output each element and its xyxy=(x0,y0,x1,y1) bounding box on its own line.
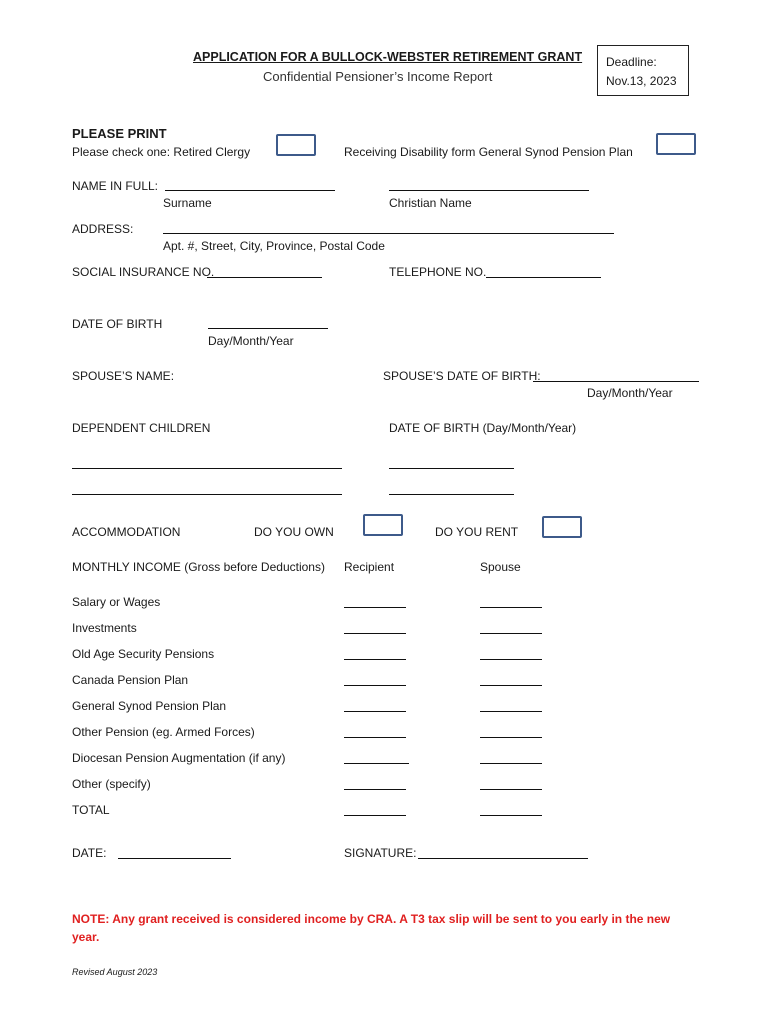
sin-field[interactable] xyxy=(207,277,322,278)
signature-label: SIGNATURE: xyxy=(344,846,417,860)
surname-hint: Surname xyxy=(163,196,212,210)
recipient-amount-field[interactable] xyxy=(344,711,406,712)
check-one-label: Please check one: Retired Clergy xyxy=(72,145,251,159)
own-checkbox[interactable] xyxy=(363,514,403,536)
income-row-label: Diocesan Pension Augmentation (if any) xyxy=(72,751,286,765)
disability-label: Receiving Disability form General Synod Pension Plan xyxy=(344,145,633,159)
surname-field[interactable] xyxy=(165,190,335,191)
date-label: DATE: xyxy=(72,846,107,860)
date-field[interactable] xyxy=(118,858,231,859)
deadline-box xyxy=(597,45,689,96)
revised-date: Revised August 2023 xyxy=(72,967,158,977)
income-row-label: General Synod Pension Plan xyxy=(72,699,227,713)
recipient-amount-field[interactable] xyxy=(344,763,409,764)
recipient-column-header: Recipient xyxy=(344,560,395,574)
income-row-label: Other Pension (eg. Armed Forces) xyxy=(72,725,255,739)
own-label: DO YOU OWN xyxy=(254,525,334,539)
income-row-label: TOTAL xyxy=(72,803,110,817)
telephone-label: TELEPHONE NO. xyxy=(389,265,487,279)
please-print-heading: PLEASE PRINT xyxy=(72,126,167,141)
child-name-field[interactable] xyxy=(72,468,342,469)
christian-name-field[interactable] xyxy=(389,190,589,191)
child-dob-field[interactable] xyxy=(389,468,514,469)
telephone-field[interactable] xyxy=(486,277,601,278)
disability-checkbox[interactable] xyxy=(656,133,696,155)
address-hint: Apt. #, Street, City, Province, Postal Code xyxy=(163,239,385,253)
recipient-amount-field[interactable] xyxy=(344,633,406,634)
dob-field[interactable] xyxy=(208,328,328,329)
form-subtitle: Confidential Pensioner’s Income Report xyxy=(263,69,493,84)
deadline-label: Deadline: xyxy=(606,55,657,69)
spouse-amount-field[interactable] xyxy=(480,685,542,686)
income-row-label: Canada Pension Plan xyxy=(72,673,189,687)
children-dob-label: DATE OF BIRTH (Day/Month/Year) xyxy=(389,421,577,435)
spouse-amount-field[interactable] xyxy=(480,659,542,660)
dob-hint: Day/Month/Year xyxy=(208,334,294,348)
address-label: ADDRESS: xyxy=(72,222,134,236)
dob-label: DATE OF BIRTH xyxy=(72,317,163,331)
spouse-amount-field[interactable] xyxy=(480,789,542,790)
dependent-children-label: DEPENDENT CHILDREN xyxy=(72,421,211,435)
spouse-amount-field[interactable] xyxy=(480,633,542,634)
cra-note: NOTE: Any grant received is considered income by CRA. A T3 tax slip will be sent to you early in the new year. xyxy=(72,912,671,944)
income-row-label: Salary or Wages xyxy=(72,595,161,609)
income-row-label: Old Age Security Pensions xyxy=(72,647,215,661)
recipient-amount-field[interactable] xyxy=(344,815,406,816)
retired-clergy-checkbox[interactable] xyxy=(276,134,316,156)
recipient-amount-field[interactable] xyxy=(344,607,406,608)
name-label: NAME IN FULL: xyxy=(72,179,159,193)
spouse-name-label: SPOUSE’S NAME: xyxy=(72,369,175,383)
spouse-amount-field[interactable] xyxy=(480,607,542,608)
rent-checkbox[interactable] xyxy=(542,516,582,538)
accommodation-label: ACCOMMODATION xyxy=(72,525,181,539)
spouse-dob-label: SPOUSE’S DATE OF BIRTH: xyxy=(383,369,541,383)
signature-field[interactable] xyxy=(418,858,588,859)
income-row-label: Other (specify) xyxy=(72,777,151,791)
child-dob-field[interactable] xyxy=(389,494,514,495)
christian-name-hint: Christian Name xyxy=(389,196,472,210)
recipient-amount-field[interactable] xyxy=(344,789,406,790)
income-heading: MONTHLY INCOME (Gross before Deductions) xyxy=(72,560,325,574)
sin-label: SOCIAL INSURANCE NO. xyxy=(72,265,215,279)
recipient-amount-field[interactable] xyxy=(344,659,406,660)
spouse-dob-field[interactable] xyxy=(533,381,699,382)
spouse-amount-field[interactable] xyxy=(480,737,542,738)
rent-label: DO YOU RENT xyxy=(435,525,519,539)
child-name-field[interactable] xyxy=(72,494,342,495)
spouse-dob-hint: Day/Month/Year xyxy=(587,386,673,400)
spouse-amount-field[interactable] xyxy=(480,711,542,712)
income-row-label: Investments xyxy=(72,621,137,635)
form-title: APPLICATION FOR A BULLOCK-WEBSTER RETIREMENT GRANT xyxy=(193,50,583,64)
spouse-amount-field[interactable] xyxy=(480,763,542,764)
address-field[interactable] xyxy=(163,233,614,234)
spouse-amount-field[interactable] xyxy=(480,815,542,816)
recipient-amount-field[interactable] xyxy=(344,685,406,686)
deadline-value: Nov.13, 2023 xyxy=(606,74,677,88)
recipient-amount-field[interactable] xyxy=(344,737,406,738)
spouse-column-header: Spouse xyxy=(480,560,521,574)
